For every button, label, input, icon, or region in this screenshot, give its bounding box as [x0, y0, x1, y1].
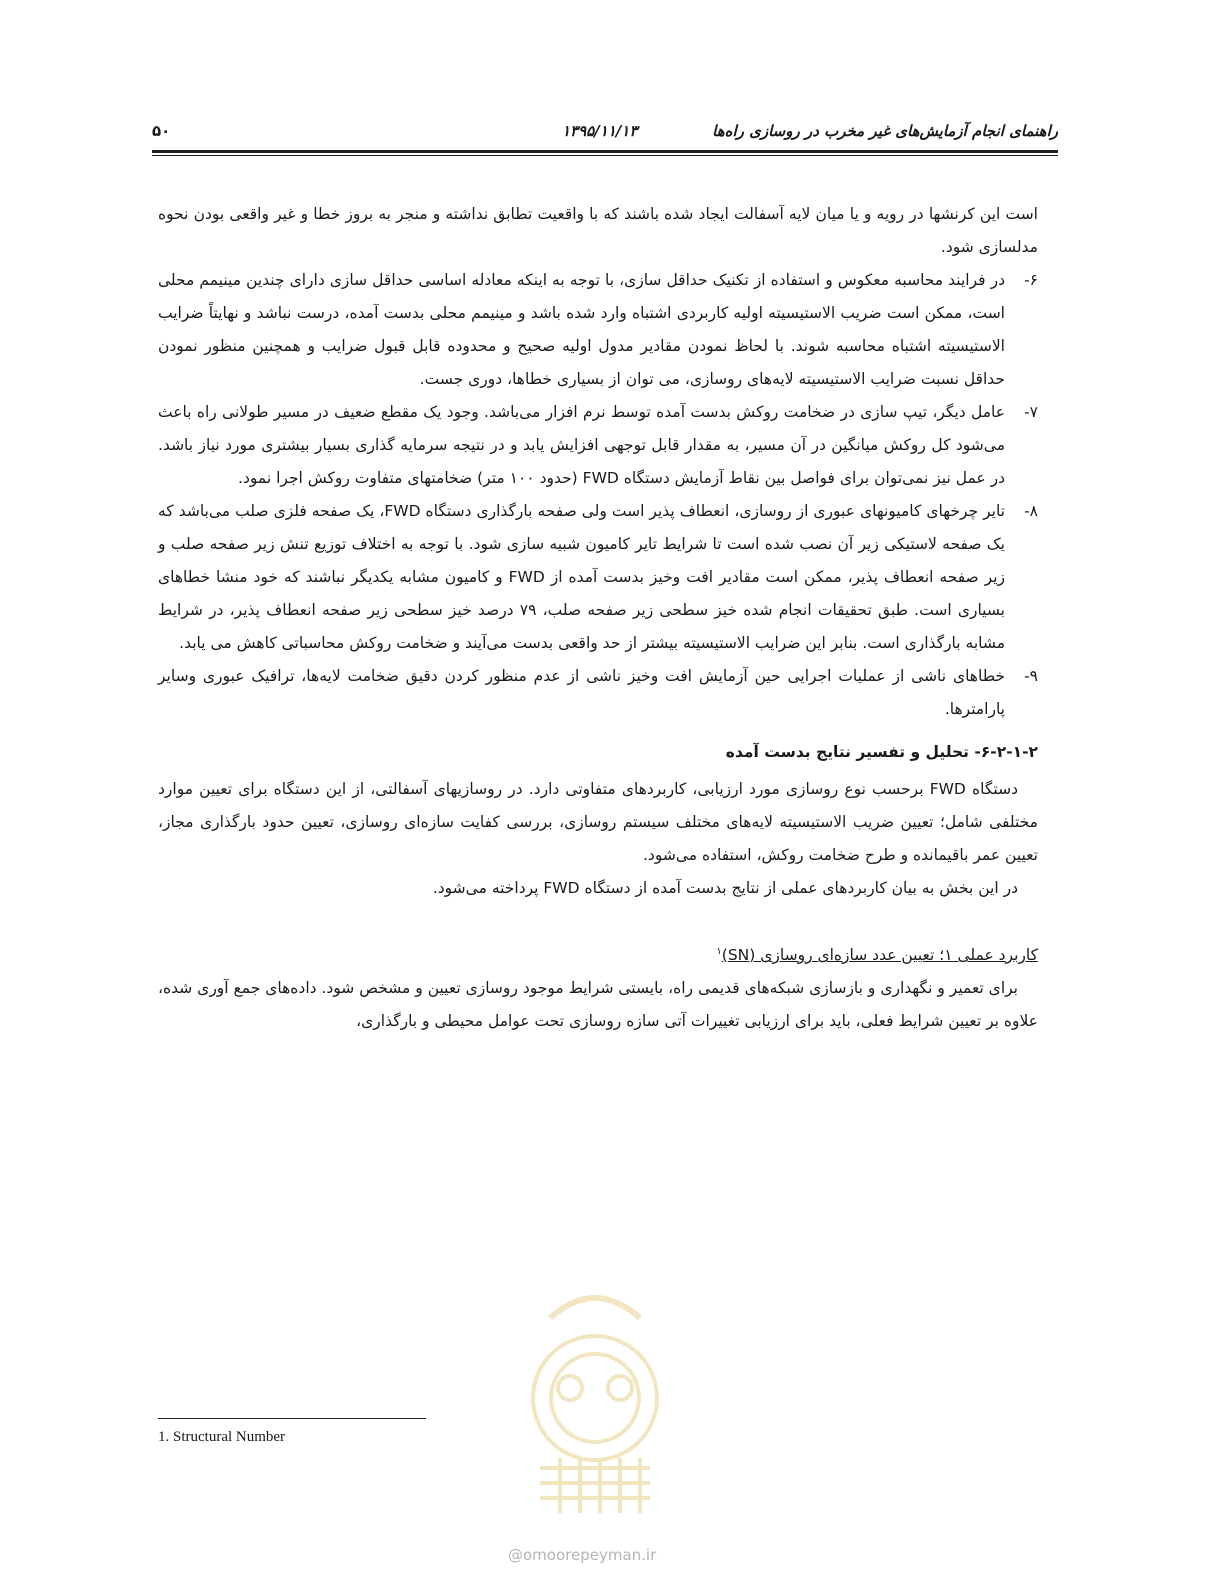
list-item-number: ۷-: [1024, 403, 1038, 421]
list-item: [158, 396, 1038, 495]
list-item-number: ۸-: [1024, 502, 1038, 520]
list-item: [158, 264, 1038, 396]
site-watermark: @omoorepeyman.ir: [508, 1546, 657, 1564]
list-item: [158, 495, 1038, 660]
page-header: [152, 120, 1058, 146]
continuation-paragraph: است این کرنشها در رویه و یا میان لایه آسفالت ایجاد شده باشند که با واقعیت تطابق نداشته و منجر به بروز خطا و غیر واقعی بودن نحوه مدلسازی شود.: [158, 205, 1038, 256]
footnote-marker[interactable]: ۱: [716, 946, 722, 957]
section-heading: ۶-۲-۱-۲- تحلیل و تفسیر نتایج بدست آمده: [725, 743, 1038, 761]
section-paragraph-2: در این بخش به بیان کاربردهای عملی از نتایج بدست آمده از دستگاه FWD پرداخته می‌شود.: [432, 879, 1018, 897]
list-item-text: خطاهای ناشی از عملیات اجرایی حین آزمایش افت وخیز ناشی از عدم منظور کردن دقیق ضخامت لایه‌ها، ترافیک عبوری وسایر پارامترها.: [158, 667, 1005, 718]
list-item-text: در فرایند محاسبه معکوس و استفاده از تکنیک حداقل سازی، با توجه به اینکه معادله اساسی حداقل سازی دارای چندین مینیمم محلی است، ممکن است ضریب الاستیسیته اولیه کاربردی اشتباه وارد شده باشد و مینیمم محلی بدست آمده، درست نباشد و نهایتاً ضرایب الاستیسیته اشتباه محاسبه شوند. با لحاظ نمودن مقادیر مدول اولیه صحیح و محدوده قابل قبول ضرایب و همچنین منظور نمودن حداقل نسبت ضرایب الاستیسیته لایه‌های روسازی، می توان از بسیاری خطاها، دوری جست.: [158, 271, 1005, 388]
seal-watermark-icon: [490, 1258, 700, 1518]
page-number: ۵۰: [152, 122, 171, 140]
list-item-number: ۹-: [1024, 667, 1038, 685]
final-paragraph: برای تعمیر و نگهداری و بازسازی شبکه‌های قدیمی راه، بایستی شرایط موجود روسازی تعیین و مشخص شود. داده‌های جمع آوری شده، علاوه بر تعیین شرایط فعلی، باید برای ارزیابی تغییرات آتی سازه روسازی تحت عوامل محیطی و بارگذاری،: [158, 979, 1038, 1031]
list-item-number: ۶-: [1024, 271, 1038, 289]
footnote-rule: [158, 1418, 426, 1419]
subheading: [158, 935, 1038, 972]
document-body: [158, 198, 1038, 1038]
footnote: 1. Structural Number: [158, 1429, 286, 1445]
header-rule-thin: [152, 155, 1058, 156]
header-rule-thick: [152, 150, 1058, 153]
header-title: راهنمای انجام آزمایش‌های غیر مخرب در روسازی راه‌ها: [712, 122, 1058, 140]
list-item: [158, 660, 1038, 726]
header-date: ۱۳۹۵/۱۱/۱۳: [562, 122, 638, 140]
list-item-text: عامل دیگر، تیپ سازی در ضخامت روکش بدست آمده توسط نرم افزار می‌باشد. وجود یک مقطع ضعیف در مسیر طولانی راه باعث می‌شود کل روکش میانگین در آن مسیر، به مقدار قابل توجهی افزایش یابد و در نتیجه سرمایه گذاری بسیار بیشتری مورد نیاز باشد. در عمل نیز نمی‌توان برای فواصل بین نقاط آزمایش دستگاه FWD (حدود ۱۰۰ متر) ضخامتهای متفاوت روکش اجرا نمود.: [158, 403, 1005, 487]
list-item-text: تایر چرخهای کامیونهای عبوری از روسازی، انعطاف پذیر است ولی صفحه بارگذاری دستگاه FWD، یک صفحه فلزی صلب می‌باشد که یک صفحه لاستیکی زیر آن نصب شده است تا شرایط تایر کامیون شبیه سازی شود. با توجه به اختلاف توزیع تنش زیر صفحه صلب و زیر صفحه انعطاف پذیر، ممکن است مقادیر افت وخیز بدست آمده از FWD و کامیون مشابه یکدیگر نباشند که خود منشا خطاهای بسیاری است. طبق تحقیقات انجام شده خیز سطحی زیر صفحه صلب، ۷۹ درصد خیز سطحی زیر صفحه انعطاف پذیر، در شرایط مشابه بارگذاری است. بنابر این ضرایب الاستیسیته بیشتر از حد واقعی بدست می‌آیند و ضخامت روکش محاسباتی کاهش می یابد.: [158, 502, 1005, 652]
section-paragraph: دستگاه FWD برحسب نوع روسازی مورد ارزیابی، کاربردهای متفاوتی دارد. در روسازیهای آسفالتی، از این دستگاه برای تعیین موارد مختلفی شامل؛ تعیین ضریب الاستیسیته لایه‌های مختلف سیستم روسازی، بررسی کفایت سازه‌ای روسازی، تعیین حدود بارگذاری مجاز، تعیین عمر باقیمانده و طرح ضخامت روکش، استفاده می‌شود.: [158, 780, 1038, 864]
subheading-text: کاربرد عملی ۱؛ تعیین عدد سازه‌ای روسازی (SN): [721, 946, 1038, 965]
